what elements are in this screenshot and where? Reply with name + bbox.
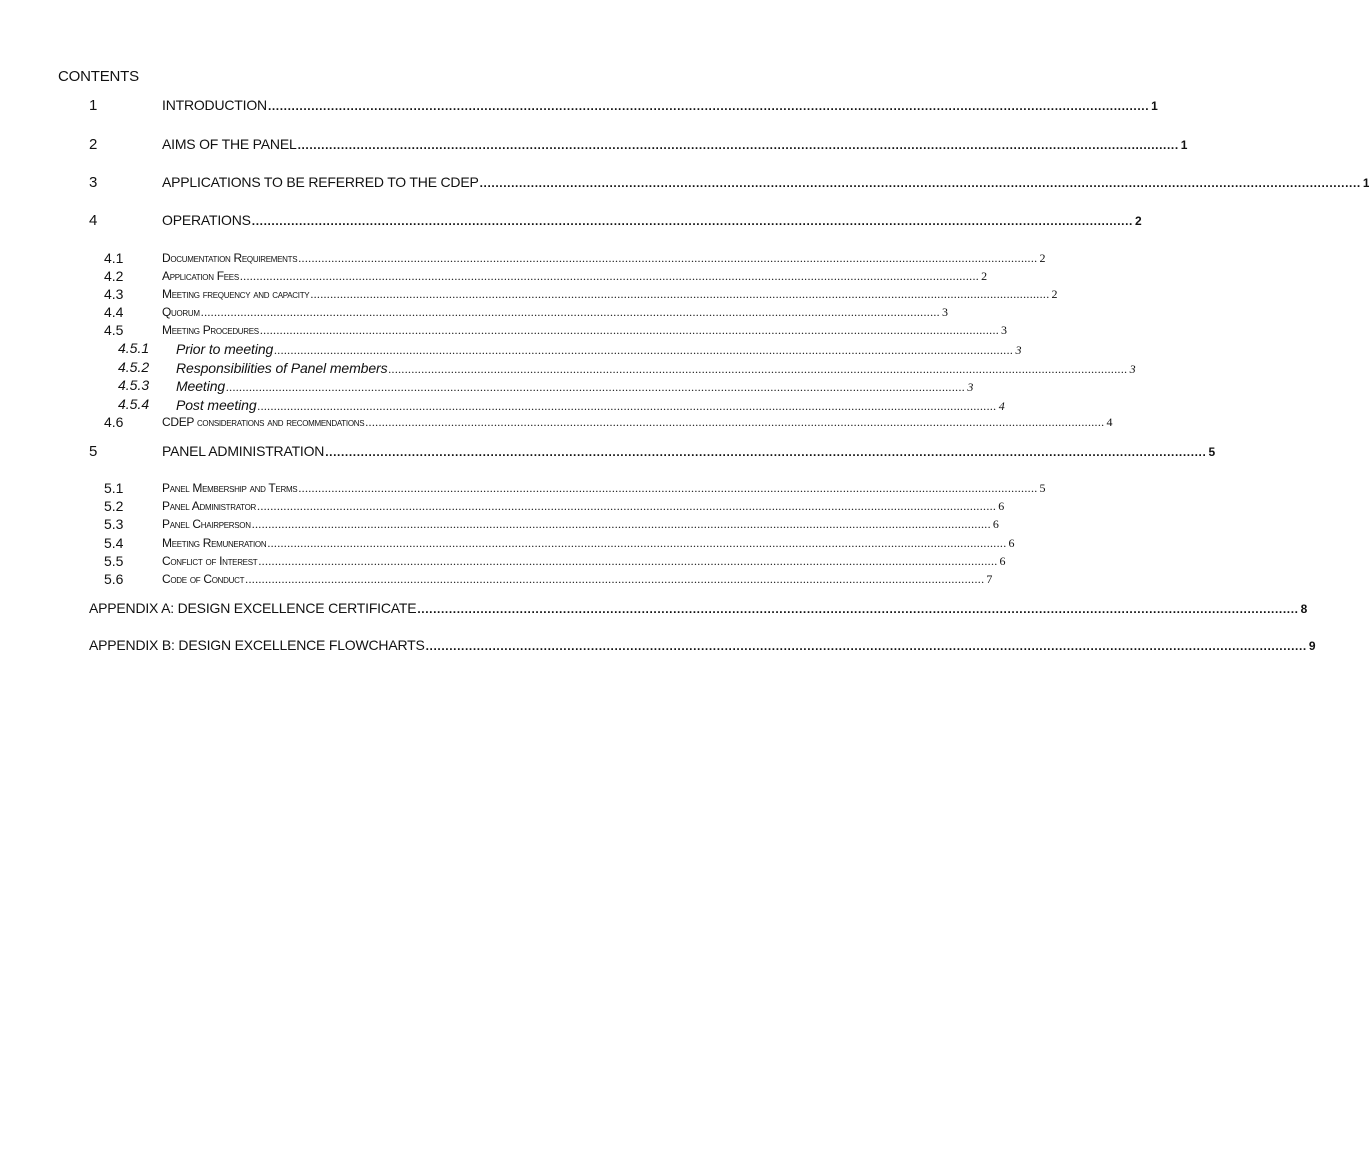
- toc-entry-number: 4.5.4: [118, 396, 150, 412]
- dot-leader: ................................................................................................................................................................................................................................: [226, 380, 966, 394]
- toc-entry-title: Meeting Procedures: [162, 323, 259, 337]
- dot-leader: ................................................................................................................................................................................................................................: [267, 99, 1150, 113]
- toc-entry-operations[interactable]: [0, 212, 1142, 232]
- toc-entry-title: APPENDIX B: DESIGN EXCELLENCE FLOWCHARTS: [89, 637, 425, 653]
- toc-entry-number: 4.2: [104, 268, 124, 284]
- dot-leader: ................................................................................................................................................................................................................................: [257, 399, 997, 413]
- dot-leader: ................................................................................................................................................................................................................................: [298, 481, 1038, 495]
- toc-entry-page: 5: [1039, 481, 1046, 495]
- toc-entry-appendix-b[interactable]: [0, 637, 1316, 657]
- toc-entry-page: 3: [1129, 362, 1136, 376]
- dot-leader: ................................................................................................................................................................................................................................: [479, 176, 1361, 190]
- toc-entry-number: 4.5.3: [118, 377, 150, 393]
- toc-entry-page: 7: [986, 572, 993, 586]
- toc-entry-page: 6: [998, 499, 1005, 513]
- toc-entry-page: 6: [992, 517, 999, 531]
- toc-entry-title: Panel Membership and Terms: [162, 481, 298, 495]
- toc-entry-page: 4: [1106, 415, 1113, 429]
- toc-entry-page: 3: [1001, 323, 1008, 337]
- toc-entry-aims[interactable]: [0, 136, 1188, 156]
- toc-entry-title: Post meeting: [176, 397, 257, 413]
- toc-entry-page: 3: [941, 305, 948, 319]
- toc-entry-title: APPLICATIONS TO BE REFERRED TO THE CDEP: [162, 174, 479, 190]
- toc-heading: CONTENTS: [58, 68, 139, 85]
- toc-entry-number: 1: [89, 97, 98, 114]
- toc-entry-title: INTRODUCTION: [162, 97, 267, 113]
- dot-leader: ................................................................................................................................................................................................................................: [251, 214, 1133, 228]
- toc-entry-page: 1: [1362, 176, 1369, 190]
- toc-entry-page: 2: [1039, 251, 1046, 265]
- toc-entry-number: 4.5: [104, 322, 124, 338]
- dot-leader: ................................................................................................................................................................................................................................: [239, 269, 980, 283]
- dot-leader: ................................................................................................................................................................................................................................: [388, 362, 1128, 376]
- toc-entry-number: 5.6: [104, 571, 124, 587]
- toc-entry-panel-administration[interactable]: [0, 443, 1215, 463]
- toc-entry-number: 4.5.1: [118, 340, 150, 356]
- toc-entry-panel-chairperson[interactable]: [0, 516, 999, 537]
- toc-entry-page: 6: [1008, 536, 1015, 550]
- toc-entry-title: Responsibilities of Panel members: [176, 360, 388, 376]
- toc-entry-page: 4: [998, 399, 1005, 413]
- toc-entry-page: 2: [1134, 214, 1142, 228]
- toc-entry-page: 9: [1308, 639, 1316, 653]
- toc-entry-page: 5: [1208, 445, 1215, 459]
- dot-leader: ................................................................................................................................................................................................................................: [274, 343, 1014, 357]
- toc-entry-page: 6: [999, 554, 1006, 568]
- dot-leader: ................................................................................................................................................................................................................................: [425, 639, 1307, 653]
- dot-leader: ................................................................................................................................................................................................................................: [365, 415, 1105, 429]
- toc-entry-page: 2: [1051, 287, 1058, 301]
- toc-entry-title: Application Fees: [162, 269, 239, 283]
- toc-entry-title: Conflict of Interest: [162, 554, 258, 568]
- toc-entry-page: 2: [981, 269, 988, 283]
- dot-leader: ................................................................................................................................................................................................................................: [325, 445, 1207, 459]
- dot-leader: ................................................................................................................................................................................................................................: [298, 251, 1038, 265]
- toc-entry-number: 4.4: [104, 304, 124, 320]
- toc-entry-number: 4.5.2: [118, 359, 150, 375]
- dot-leader: ................................................................................................................................................................................................................................: [258, 554, 998, 568]
- toc-entry-cdep-considerations[interactable]: [0, 414, 1113, 435]
- toc-entry-meeting[interactable]: [0, 377, 974, 398]
- toc-entry-title: OPERATIONS: [162, 212, 251, 228]
- dot-leader: ................................................................................................................................................................................................................................: [259, 323, 1000, 337]
- toc-entry-number: 5.5: [104, 553, 124, 569]
- toc-entry-title: Meeting: [176, 378, 226, 394]
- dot-leader: ................................................................................................................................................................................................................................: [245, 572, 985, 586]
- toc-entry-appendix-a[interactable]: [0, 600, 1308, 620]
- toc-entry-number: 4: [89, 212, 98, 229]
- toc-entry-number: 5.1: [104, 480, 124, 496]
- toc-entry-number: 5.3: [104, 516, 124, 532]
- toc-entry-title: Quorum: [162, 305, 200, 319]
- dot-leader: ................................................................................................................................................................................................................................: [417, 602, 1299, 616]
- toc-entry-page: 1: [1151, 99, 1158, 113]
- toc-entry-number: 2: [89, 136, 98, 153]
- toc-entry-introduction[interactable]: [0, 97, 1158, 117]
- toc-entry-page: 1: [1180, 138, 1188, 152]
- dot-leader: ................................................................................................................................................................................................................................: [251, 517, 991, 531]
- toc-entry-page: 8: [1300, 602, 1308, 616]
- toc-entry-page: 3: [967, 380, 974, 394]
- toc-entry-code-of-conduct[interactable]: [0, 571, 993, 592]
- toc-entry-number: 5: [89, 443, 98, 460]
- toc-entry-number: 4.1: [104, 250, 124, 266]
- toc-entry-applications[interactable]: [0, 174, 1369, 194]
- toc-entry-title: Panel Chairperson: [162, 517, 251, 531]
- dot-leader: ................................................................................................................................................................................................................................: [297, 138, 1179, 152]
- toc-entry-title: APPENDIX A: DESIGN EXCELLENCE CERTIFICATE: [89, 600, 417, 616]
- dot-leader: ................................................................................................................................................................................................................................: [310, 287, 1050, 301]
- toc-entry-title: AIMS OF THE PANEL: [162, 136, 297, 152]
- toc-entry-number: 3: [89, 174, 98, 191]
- toc-entry-number: 5.4: [104, 535, 124, 551]
- dot-leader: ................................................................................................................................................................................................................................: [267, 536, 1007, 550]
- toc-entry-title: Meeting frequency and capacity: [162, 287, 310, 301]
- toc-entry-number: 4.6: [104, 414, 124, 430]
- toc-entry-title: Code of Conduct: [162, 572, 245, 586]
- toc-entry-page: 3: [1015, 343, 1022, 357]
- toc-entry-title: Meeting Remuneration: [162, 536, 267, 550]
- toc-entry-title: Documentation Requirements: [162, 251, 298, 265]
- toc-entry-title: Prior to meeting: [176, 341, 274, 357]
- dot-leader: ................................................................................................................................................................................................................................: [257, 499, 997, 513]
- dot-leader: ................................................................................................................................................................................................................................: [200, 305, 940, 319]
- toc-entry-number: 4.3: [104, 286, 124, 302]
- toc-entry-title: Panel Administrator: [162, 499, 257, 513]
- toc-entry-title: PANEL ADMINISTRATION: [162, 443, 325, 459]
- toc-entry-prior-to-meeting[interactable]: [0, 340, 1022, 361]
- toc-entry-title: CDEP considerations and recommendations: [162, 415, 365, 429]
- toc-entry-number: 5.2: [104, 498, 124, 514]
